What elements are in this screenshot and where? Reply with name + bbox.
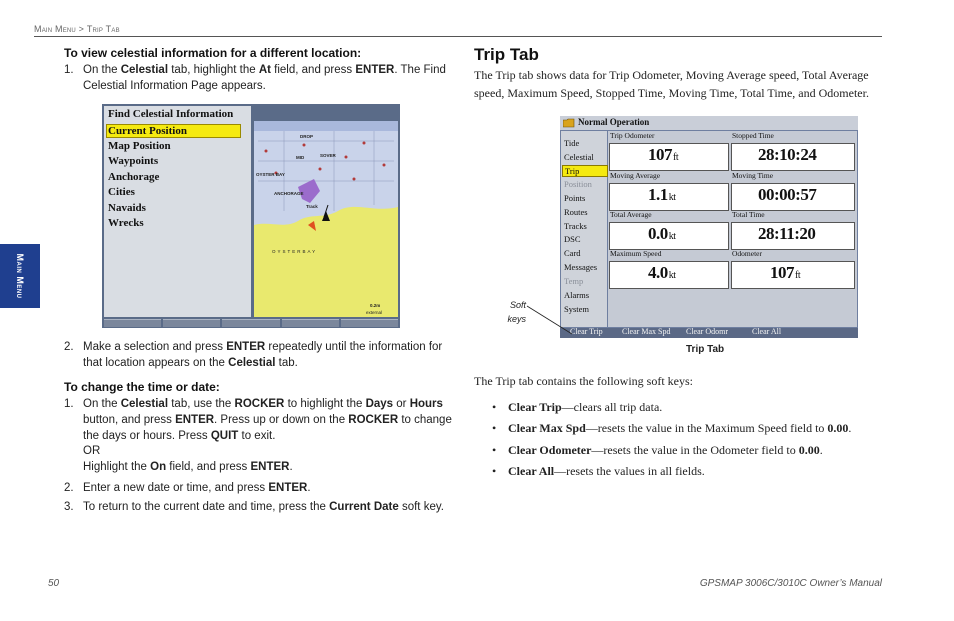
value-total-average: 0.0kt	[648, 224, 676, 243]
field-maximum-speed[interactable]	[609, 261, 729, 289]
header-rule	[34, 36, 882, 37]
field-total-time[interactable]	[731, 222, 855, 250]
map-label-drop: DROP	[300, 134, 314, 139]
field-stopped-time[interactable]	[731, 143, 855, 171]
map-graphic	[254, 121, 398, 317]
label-total-average: Total Average	[610, 210, 652, 219]
menu-item-map-position[interactable]: Map Position	[108, 140, 171, 152]
screen-title: Normal Operation	[578, 117, 650, 127]
map-label-oyster-bay: OYSTER BAY	[256, 172, 285, 177]
soft-key-clear-odomr[interactable]: Clear Odomr	[686, 327, 728, 336]
step-number: 3.	[64, 501, 74, 513]
soft-key-clear-trip[interactable]: Clear Trip	[570, 327, 603, 336]
step-or	[64, 443, 464, 459]
soft-key-clear-all[interactable]: Clear All	[752, 327, 782, 336]
menu-item-wrecks[interactable]: Wrecks	[108, 217, 144, 229]
value-total-time: 28:11:20	[758, 224, 816, 243]
tab-alarms[interactable]: Alarms	[564, 290, 590, 300]
tab-routes[interactable]: Routes	[564, 207, 588, 217]
menu-item-anchorage[interactable]: Anchorage	[108, 171, 160, 183]
soft-key-3[interactable]	[222, 319, 279, 327]
find-celestial-screenshot	[102, 104, 400, 328]
side-section-tab	[0, 244, 40, 308]
callout-leader-line	[526, 304, 574, 336]
field-trip-odometer[interactable]	[609, 143, 729, 171]
screen-title-bar	[560, 116, 858, 130]
label-maximum-speed: Maximum Speed	[610, 249, 662, 258]
step-text: On the Celestial tab, use the ROCKER to highlight the Days or Hours button, and press ENTER. Press up or down on the ROCKER to change the days or hours. Press QUIT to exit.	[83, 398, 452, 442]
label-total-time: Total Time	[732, 210, 765, 219]
bullet-clear-all: • Clear All—resets the values in all fields.	[492, 464, 705, 478]
step-3-time	[64, 499, 464, 515]
map-label-mid: MID	[296, 155, 305, 160]
map-label-track: Track	[306, 204, 318, 209]
value-odometer: 107ft	[770, 263, 801, 282]
tab-celestial[interactable]: Celestial	[564, 152, 594, 162]
breadcrumb-separator: >	[75, 24, 87, 34]
tab-temp[interactable]: Temp	[564, 276, 584, 286]
value-trip-odometer: 107ft	[648, 145, 679, 164]
soft-keys-intro: The Trip tab contains the following soft keys:	[474, 374, 693, 388]
soft-key-bar	[560, 328, 858, 338]
value-moving-time: 00:00:57	[758, 185, 817, 204]
tab-points[interactable]: Points	[564, 193, 586, 203]
step-1-time	[64, 396, 464, 446]
tab-trip[interactable]: Trip	[562, 165, 608, 177]
bullet-clear-max-spd: • Clear Max Spd—resets the value in the Maximum Speed field to 0.00.	[492, 421, 852, 435]
value-stopped-time: 28:10:24	[758, 145, 817, 164]
soft-key-bar	[104, 319, 398, 327]
label-moving-time: Moving Time	[732, 171, 774, 180]
field-moving-time[interactable]	[731, 183, 855, 211]
tab-tracks[interactable]: Tracks	[564, 221, 587, 231]
label-odometer: Odometer	[732, 249, 762, 258]
map-scale-value: 0.2m	[370, 303, 381, 308]
menu-title: Find Celestial Information	[108, 108, 234, 120]
step-highlight-on	[64, 459, 464, 475]
soft-key-5[interactable]	[341, 319, 398, 327]
celestial-location-menu	[104, 106, 251, 317]
step-number: 2.	[64, 341, 74, 353]
manual-title: GPSMAP 3006C/3010C Owner’s Manual	[699, 578, 882, 589]
label-trip-odometer: Trip Odometer	[610, 131, 655, 140]
soft-key-1[interactable]	[104, 319, 161, 327]
map-label-oysterbay-water: OYSTERBAY	[272, 249, 318, 254]
bullet-clear-odometer: • Clear Odometer—resets the value in the Odometer field to 0.00.	[492, 443, 823, 457]
label-moving-average: Moving Average	[610, 171, 661, 180]
step-number: 1.	[64, 398, 74, 410]
tab-list	[561, 131, 607, 327]
menu-item-current-position[interactable]: Current Position	[106, 124, 241, 138]
step-text: Make a selection and press ENTER repeatedly until the information for that location appears on the Celestial tab.	[83, 341, 443, 369]
tab-dsc[interactable]: DSC	[564, 234, 581, 244]
tab-messages[interactable]: Messages	[564, 262, 598, 272]
trip-tab-screenshot	[560, 116, 858, 338]
section-title-change-time: To change the time or date:	[64, 380, 220, 394]
page-number: 50	[48, 578, 60, 589]
section-title-celestial-location: To view celestial information for a different location:	[64, 46, 362, 60]
tab-card[interactable]: Card	[564, 248, 581, 258]
field-total-average[interactable]	[609, 222, 729, 250]
tab-position[interactable]: Position	[564, 179, 592, 189]
trip-tab-intro: The Trip tab shows data for Trip Odometer, Moving Average speed, Total Average speed, Maximum Speed, Stopped Time, Moving Time, Total Time, and Odometer.	[474, 68, 869, 100]
menu-item-cities[interactable]: Cities	[108, 186, 135, 198]
chart-map-view[interactable]	[254, 121, 398, 317]
soft-key-clear-max-spd[interactable]: Clear Max Spd	[622, 327, 671, 336]
menu-item-waypoints[interactable]: Waypoints	[108, 155, 159, 167]
tab-tide[interactable]: Tide	[564, 138, 580, 148]
step-number: 2.	[64, 482, 74, 494]
soft-keys-callout: Soft keys	[507, 300, 526, 324]
step-text: OR	[83, 445, 101, 457]
bullet-clear-trip: • Clear Trip—clears all trip data.	[492, 400, 663, 414]
field-odometer[interactable]	[731, 261, 855, 289]
field-moving-average[interactable]	[609, 183, 729, 211]
folder-icon	[563, 118, 575, 128]
section-title-trip-tab: Trip Tab	[474, 45, 539, 64]
step-1-celestial	[64, 62, 464, 96]
map-scale-label: external	[366, 310, 383, 315]
label-stopped-time: Stopped Time	[732, 131, 774, 140]
map-label-anchorage: ANCHORAGE	[274, 191, 304, 196]
soft-key-2[interactable]	[163, 319, 220, 327]
value-maximum-speed: 4.0kt	[648, 263, 676, 282]
value-moving-average: 1.1kt	[648, 185, 676, 204]
breadcrumb	[34, 24, 120, 34]
step-text: Enter a new date or time, and press ENTER.	[83, 482, 311, 494]
step-text: Highlight the On field, and press ENTER.	[83, 461, 293, 473]
step-text: To return to the current date and time, press the Current Date soft key.	[83, 501, 444, 513]
step-2-time	[64, 480, 464, 496]
menu-item-navaids[interactable]: Navaids	[108, 202, 146, 214]
tab-system[interactable]: System	[564, 304, 590, 314]
breadcrumb-main: Main Menu	[34, 24, 76, 34]
side-tab-label: Main Menu	[15, 253, 25, 299]
step-number: 1.	[64, 64, 74, 76]
step-2-celestial	[64, 339, 464, 373]
breadcrumb-current: Trip Tab	[86, 24, 120, 34]
step-text: On the Celestial tab, highlight the At field, and press ENTER. The Find Celestial Information Page appears.	[83, 64, 446, 92]
soft-key-4[interactable]	[282, 319, 339, 327]
map-label-sover: SOVER	[320, 153, 336, 158]
figure-caption: Trip Tab	[686, 344, 725, 355]
